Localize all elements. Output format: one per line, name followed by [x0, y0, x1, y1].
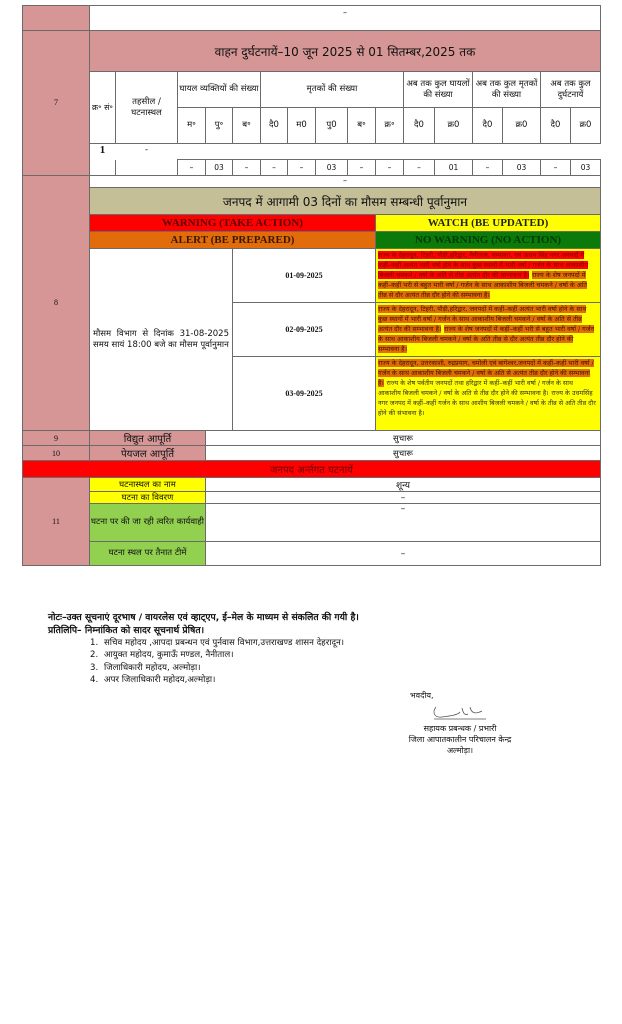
legend-no-warning: NO WARNING (NO ACTION)	[376, 232, 601, 249]
legend-alert: ALERT (BE PREPARED)	[90, 232, 376, 249]
forecast-text	[376, 357, 601, 431]
value-cell: –	[541, 160, 571, 176]
forecast-alert-text: राज्य के शेष जनपदों में कहीं–कहीं भरी से बहुत भारी वर्षा / गर्जन के साथ आकाशीय बिजली चमकने / वर्षा के अति तीव्र से दौर अत्यंत तीव्र दौर होने की सम्भावना है।	[378, 325, 595, 353]
accident-title: वाहन दुर्घटनायें–10 जून 2025 से 01 सितम्बर,2025 तक	[90, 31, 601, 72]
section-8-index	[23, 176, 90, 431]
copy-to-heading: प्रतिलिपि– निम्नांकित को सादर सूचनार्थ प्रेषित।	[48, 625, 205, 636]
recipient-number: 1.	[90, 638, 99, 648]
forecast-text	[376, 249, 601, 303]
subheader: क्र0	[571, 108, 601, 144]
section-7-number: 7	[54, 98, 58, 107]
forecast-alert-text: राज्य के शेष जनपदों में कहीं–कहीं भरी से बहुत भारी वर्षा / गर्जन के साथ आकाशीय बिजली चमकने / वर्षा के अति तीव्र से दौर अत्यंत तीव्र दौर होने की सम्भावना है।	[378, 271, 588, 299]
forecast-date: 03-09-2025	[233, 357, 376, 431]
office-name: जिला आपातकालीन परिचालन केन्द्र	[408, 735, 512, 744]
recipient-item	[48, 637, 488, 649]
incident-site-value: शून्य	[206, 478, 601, 492]
forecast-watch-text: राज्य के शेष पर्वतीय जनपदों तथा हरिद्वार में कहीं–कहीं भारी वर्षा / गर्जन के साथ आकाशीय बिजली चमकने / वर्षा के अति से तीव्र दौर होने की सम्भावना है।	[378, 379, 573, 397]
incident-details-label: घटना का विवरण	[90, 492, 206, 504]
designation: सहायक प्रबन्धक / प्रभारी	[423, 724, 497, 733]
header-total-accidents: अब तक कुल दुर्घटनायें	[541, 72, 601, 108]
subheader: पु0	[316, 108, 348, 144]
subheader: ब॰	[348, 108, 376, 144]
forecast-alert-text: राज्य के देहरादून, टिहरी, पौड़ी,हरिद्वार, जनपदों में कहीं–कहीं अत्यंत भारी वर्षा होने के साथ कुछ स्थानों में भारी वर्षा / गर्जन के साथ आकाशीय बिजली चमकने / वर्षा के अति से तीव्र अत्यंत दौर की सम्भावना है।	[378, 305, 587, 333]
subheader: पु॰	[206, 108, 233, 144]
forecast-date: 01-09-2025	[233, 249, 376, 303]
header-total-dead: अब तक कुल मृतकों की संख्या	[473, 72, 541, 108]
forecast-warning-text: राज्य के देहरादून, टिहरी, पौड़ी,हरिद्वार, नैनीताल, चम्पावत, एवं ऊधम सिंह नगर जनपदों में कहीं–कहीं अत्यंत भारी वर्षा होने के साथ कुछ स्थानों में भारी वर्षा / गर्जन के साथ आकाशीय बिजली चमकने / वर्षा के अति से तीव्र अत्यंत दौर की सम्भावना है।	[378, 251, 589, 279]
water-status: सुचारू	[206, 446, 601, 461]
value-cell: –	[348, 160, 376, 176]
forecast-text	[376, 303, 601, 357]
value-cell: –	[473, 160, 503, 176]
value-cell: –	[233, 160, 261, 176]
forecast-source: मौसम विभाग से दिनांक 31-08-2025 समय सायं 18:00 बजे का मौसम पूर्वानुमान	[90, 249, 233, 431]
forecast-day-row	[23, 249, 601, 303]
incident-teams-label: घटना स्थल पर तैनात टीमें	[90, 542, 206, 566]
forecast-date: 02-09-2025	[233, 303, 376, 357]
subheader: दै0	[404, 108, 435, 144]
row-sno: 1	[90, 143, 116, 159]
legend-watch: WATCH (BE UPDATED)	[376, 215, 601, 232]
water-label: पेयजल आपूर्ति	[90, 446, 206, 461]
handwritten-signature-icon	[430, 702, 490, 722]
value-cell: –	[376, 160, 404, 176]
section-7-index	[23, 31, 90, 176]
section-8-number: 8	[54, 298, 58, 307]
report-table	[22, 5, 601, 566]
incident-teams-value: –	[206, 542, 601, 566]
subheader: दै0	[541, 108, 571, 144]
subheader: क्र0	[503, 108, 541, 144]
subheader: क्र0	[435, 108, 473, 144]
accident-values-row	[23, 160, 601, 176]
header-sno: क्र॰ सं॰	[90, 72, 116, 144]
value-cell: 03	[316, 160, 348, 176]
subheader: म0	[288, 108, 316, 144]
forecast-watch-text: राज्य के उधमसिंह नगर जनपद में कहीं–कहीं गर्जन के साथ आशीय बिजली चमकने / वर्षा के तीव्र से अति तीव्र दौर होने की संभावना है।	[378, 389, 596, 417]
forecast-alert-text: राज्य के देहरादून, उत्तरकाशी, रुद्रप्रयाग, चमोली एवं बागेश्वर,जनपदों में कहीं–कहीं भारी वर्षा / गर्जन के साथ आकाशीय बिजली चमकने / वर्षा के अति से अत्यंत तीव्र दौर होने की सम्भावना है।	[378, 359, 594, 387]
recipient-list	[48, 637, 488, 687]
recipient-number: 2.	[90, 650, 99, 661]
section-10-index: 10	[23, 446, 90, 461]
subheader: क्र॰	[376, 108, 404, 144]
incident-action-label: घटना पर की जा रही त्वरित कार्यवाही	[90, 504, 206, 542]
recipient-item	[48, 649, 488, 661]
section-9-index: 9	[23, 431, 90, 446]
recipient-text: जिलाधिकारी महोदय, अल्मोड़ा।	[104, 662, 201, 673]
recipient-text: सचिव महोदय ,आपदा प्रबन्धन एवं पुर्नवास विभाग,उत्तराखण्ड शासन देहरादून।	[104, 638, 345, 648]
value-cell: –	[404, 160, 435, 176]
top-left-cell	[23, 6, 90, 31]
incident-site-label: घटनास्थल का नाम	[90, 478, 206, 492]
header-total-injured: अब तक कुल घायलों की संख्या	[404, 72, 473, 108]
notes-section	[48, 611, 488, 687]
signature-block	[380, 690, 540, 756]
top-row-value: –	[90, 6, 601, 31]
legend-warning: WARNING (TAKE ACTION)	[90, 215, 376, 232]
subheader: ब॰	[233, 108, 261, 144]
value-cell: 03	[206, 160, 233, 176]
section-11-index: 11	[23, 478, 90, 566]
recipient-item	[48, 674, 488, 686]
recipient-text: आयुक्त महोदय, कुमाऊँ मण्डल, नैनीताल।	[104, 650, 234, 661]
subheader: म॰	[178, 108, 206, 144]
value-cell: –	[178, 160, 206, 176]
recipient-text: अपर जिलाधिकारी महोदय,अल्मोड़ा।	[104, 675, 216, 686]
office-place: अल्मोड़ा।	[446, 746, 474, 755]
recipient-number: 4.	[90, 675, 99, 686]
row-tehsil: -	[116, 143, 178, 159]
value-cell: 01	[435, 160, 473, 176]
subheader: दै0	[261, 108, 288, 144]
subheader: दै0	[473, 108, 503, 144]
recipient-item	[48, 662, 488, 674]
header-tehsil: तहसील / घटनास्थल	[116, 72, 178, 144]
recipient-number: 3.	[90, 662, 99, 673]
incident-details-value: –	[206, 492, 601, 504]
incident-action-value: –	[206, 504, 601, 542]
electricity-status: सुचारू	[206, 431, 601, 446]
header-injured: घायल व्यक्तियों की संख्या	[178, 72, 261, 108]
header-dead: मृतकों की संख्या	[261, 72, 404, 108]
value-cell: 03	[571, 160, 601, 176]
forecast-title: जनपद में आगामी 03 दिनों का मौसम सम्बन्धी पूर्वानुमान	[90, 188, 601, 215]
salutation: भवदीय,	[410, 691, 434, 700]
section-separator-value: –	[90, 176, 601, 188]
value-cell: –	[261, 160, 288, 176]
value-cell: –	[288, 160, 316, 176]
district-incidents-title: जनपद अर्न्तगत घटनायें	[23, 461, 601, 478]
value-cell: 03	[503, 160, 541, 176]
electricity-label: विद्युत आपूर्ति	[90, 431, 206, 446]
note-text: नोटः–उक्त सूचनाएं दूरभाष / वायरलेस एवं व्हाट्एप, ई–मेल के माध्यम से संकलित की गयी है।	[48, 612, 359, 623]
